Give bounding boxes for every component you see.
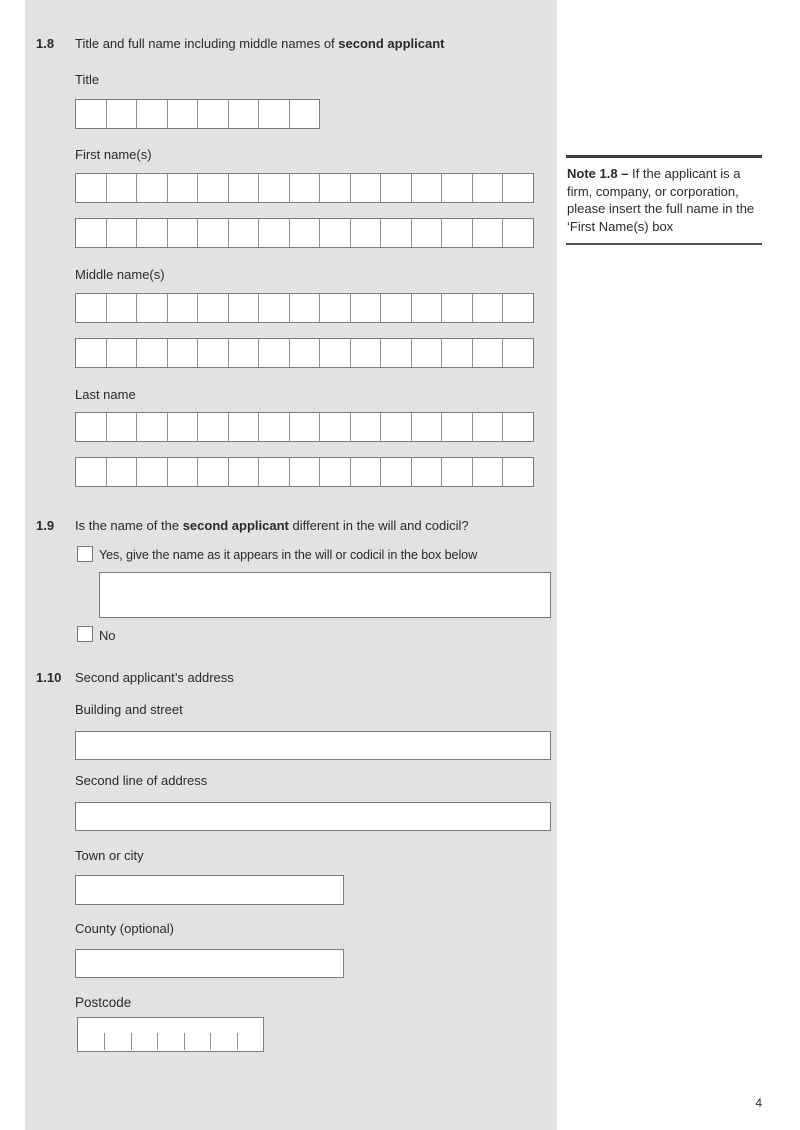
char-cell[interactable] bbox=[320, 294, 351, 322]
char-cell[interactable] bbox=[381, 174, 412, 202]
char-cell[interactable] bbox=[198, 219, 229, 247]
section-1-8-heading bbox=[36, 36, 444, 52]
char-cell[interactable] bbox=[290, 413, 321, 441]
title-label: Title bbox=[75, 72, 100, 87]
char-cell[interactable] bbox=[137, 458, 168, 486]
first-name-charboxes-row1 bbox=[75, 173, 534, 203]
section-heading-text: Is the name of the bbox=[75, 518, 183, 533]
first-name-label: First name(s) bbox=[75, 147, 152, 162]
char-cell[interactable] bbox=[137, 339, 168, 367]
char-cell[interactable] bbox=[104, 1018, 130, 1051]
char-cell[interactable] bbox=[229, 100, 260, 128]
section-heading-bold: second applicant bbox=[182, 518, 289, 533]
char-cell[interactable] bbox=[259, 174, 290, 202]
char-cell[interactable] bbox=[290, 219, 321, 247]
section-number: 1.10 bbox=[36, 670, 62, 685]
char-cell[interactable] bbox=[76, 219, 107, 247]
no-checkbox[interactable] bbox=[77, 626, 93, 642]
second-line-label: Second line of address bbox=[75, 773, 208, 788]
char-cell[interactable] bbox=[442, 458, 473, 486]
char-cell[interactable] bbox=[473, 339, 504, 367]
char-cell[interactable] bbox=[229, 339, 260, 367]
char-cell[interactable] bbox=[168, 174, 199, 202]
char-cell[interactable] bbox=[442, 174, 473, 202]
town-city-input[interactable] bbox=[75, 875, 344, 905]
town-city-label: Town or city bbox=[75, 848, 144, 863]
char-cell[interactable] bbox=[473, 219, 504, 247]
char-cell[interactable] bbox=[320, 174, 351, 202]
building-street-input[interactable] bbox=[75, 731, 551, 760]
section-number: 1.9 bbox=[36, 518, 55, 533]
char-cell[interactable] bbox=[107, 294, 138, 322]
char-cell[interactable] bbox=[237, 1018, 263, 1051]
char-cell[interactable] bbox=[184, 1018, 210, 1051]
char-cell[interactable] bbox=[107, 458, 138, 486]
char-cell[interactable] bbox=[168, 100, 199, 128]
char-cell[interactable] bbox=[229, 219, 260, 247]
char-cell[interactable] bbox=[290, 458, 321, 486]
middle-name-charboxes-row2 bbox=[75, 338, 534, 368]
last-name-charboxes-row2 bbox=[75, 457, 534, 487]
section-1-10-heading bbox=[36, 670, 234, 686]
char-cell[interactable] bbox=[198, 100, 229, 128]
char-cell[interactable] bbox=[78, 1018, 104, 1051]
char-cell[interactable] bbox=[503, 339, 533, 367]
char-cell[interactable] bbox=[351, 174, 382, 202]
char-cell[interactable] bbox=[351, 458, 382, 486]
note-1-8 bbox=[566, 155, 762, 245]
char-cell[interactable] bbox=[107, 100, 138, 128]
char-cell[interactable] bbox=[320, 339, 351, 367]
char-cell[interactable] bbox=[107, 174, 138, 202]
char-cell[interactable] bbox=[381, 458, 412, 486]
char-cell[interactable] bbox=[351, 339, 382, 367]
yes-checkbox[interactable] bbox=[77, 546, 93, 562]
char-cell[interactable] bbox=[503, 413, 533, 441]
first-name-charboxes-row2 bbox=[75, 218, 534, 248]
char-cell[interactable] bbox=[168, 219, 199, 247]
char-cell[interactable] bbox=[503, 219, 533, 247]
char-cell[interactable] bbox=[259, 458, 290, 486]
char-cell[interactable] bbox=[381, 413, 412, 441]
char-cell[interactable] bbox=[168, 458, 199, 486]
section-number: 1.8 bbox=[36, 36, 55, 51]
char-cell[interactable] bbox=[259, 339, 290, 367]
char-cell[interactable] bbox=[137, 100, 168, 128]
char-cell[interactable] bbox=[473, 174, 504, 202]
char-cell[interactable] bbox=[198, 174, 229, 202]
section-1-9-heading bbox=[36, 518, 469, 534]
char-cell[interactable] bbox=[137, 219, 168, 247]
char-cell[interactable] bbox=[259, 219, 290, 247]
last-name-charboxes-row1 bbox=[75, 412, 534, 442]
char-cell[interactable] bbox=[503, 294, 533, 322]
char-cell[interactable] bbox=[503, 174, 533, 202]
char-cell[interactable] bbox=[198, 339, 229, 367]
char-cell[interactable] bbox=[320, 219, 351, 247]
char-cell[interactable] bbox=[168, 294, 199, 322]
char-cell[interactable] bbox=[473, 294, 504, 322]
county-label: County (optional) bbox=[75, 921, 174, 936]
char-cell[interactable] bbox=[229, 413, 260, 441]
char-cell[interactable] bbox=[290, 100, 320, 128]
section-heading-bold: second applicant bbox=[338, 36, 445, 51]
char-cell[interactable] bbox=[76, 294, 107, 322]
char-cell[interactable] bbox=[442, 219, 473, 247]
section-heading-suffix: different in the will and codicil? bbox=[288, 518, 469, 533]
char-cell[interactable] bbox=[157, 1018, 183, 1051]
char-cell[interactable] bbox=[76, 100, 107, 128]
char-cell[interactable] bbox=[381, 339, 412, 367]
char-cell[interactable] bbox=[76, 458, 107, 486]
char-cell[interactable] bbox=[351, 413, 382, 441]
char-cell[interactable] bbox=[320, 413, 351, 441]
char-cell[interactable] bbox=[107, 339, 138, 367]
char-cell[interactable] bbox=[381, 294, 412, 322]
char-cell[interactable] bbox=[320, 458, 351, 486]
char-cell[interactable] bbox=[76, 174, 107, 202]
name-in-will-input[interactable] bbox=[99, 572, 551, 618]
char-cell[interactable] bbox=[412, 174, 443, 202]
char-cell[interactable] bbox=[168, 339, 199, 367]
char-cell[interactable] bbox=[131, 1018, 157, 1051]
char-cell[interactable] bbox=[229, 294, 260, 322]
char-cell[interactable] bbox=[412, 219, 443, 247]
second-line-input[interactable] bbox=[75, 802, 551, 831]
char-cell[interactable] bbox=[412, 294, 443, 322]
char-cell[interactable] bbox=[412, 339, 443, 367]
char-cell[interactable] bbox=[442, 294, 473, 322]
postcode-label: Postcode bbox=[75, 995, 132, 1010]
char-cell[interactable] bbox=[259, 294, 290, 322]
char-cell[interactable] bbox=[137, 174, 168, 202]
char-cell[interactable] bbox=[107, 413, 138, 441]
building-street-label: Building and street bbox=[75, 702, 183, 717]
char-cell[interactable] bbox=[229, 458, 260, 486]
char-cell[interactable] bbox=[290, 294, 321, 322]
char-cell[interactable] bbox=[168, 413, 199, 441]
char-cell[interactable] bbox=[442, 413, 473, 441]
char-cell[interactable] bbox=[290, 174, 321, 202]
char-cell[interactable] bbox=[412, 413, 443, 441]
char-cell[interactable] bbox=[259, 100, 290, 128]
char-cell[interactable] bbox=[210, 1018, 236, 1051]
note-body: If the applicant is a firm, company, or corporation, please insert the full name in the ‘First Name(s) box bbox=[567, 166, 755, 234]
char-cell[interactable] bbox=[412, 458, 443, 486]
char-cell[interactable] bbox=[198, 413, 229, 441]
middle-name-label: Middle name(s) bbox=[75, 267, 165, 282]
char-cell[interactable] bbox=[198, 458, 229, 486]
postcode-charboxes bbox=[77, 1017, 264, 1052]
char-cell[interactable] bbox=[107, 219, 138, 247]
char-cell[interactable] bbox=[76, 339, 107, 367]
char-cell[interactable] bbox=[473, 458, 504, 486]
char-cell[interactable] bbox=[351, 294, 382, 322]
char-cell[interactable] bbox=[198, 294, 229, 322]
county-input[interactable] bbox=[75, 949, 344, 978]
char-cell[interactable] bbox=[473, 413, 504, 441]
middle-name-charboxes-row1 bbox=[75, 293, 534, 323]
char-cell[interactable] bbox=[229, 174, 260, 202]
char-cell[interactable] bbox=[259, 413, 290, 441]
section-heading-text: Title and full name including middle names of bbox=[75, 36, 339, 51]
char-cell[interactable] bbox=[76, 413, 107, 441]
char-cell[interactable] bbox=[351, 219, 382, 247]
char-cell[interactable] bbox=[137, 413, 168, 441]
char-cell[interactable] bbox=[442, 339, 473, 367]
char-cell[interactable] bbox=[381, 219, 412, 247]
title-charboxes bbox=[75, 99, 320, 129]
page-number: 4 bbox=[755, 1096, 762, 1110]
section-heading-text: Second applicant’s address bbox=[75, 670, 234, 685]
char-cell[interactable] bbox=[290, 339, 321, 367]
yes-checkbox-label: Yes, give the name as it appears in the will or codicil in the box below bbox=[99, 548, 478, 562]
note-title: Note 1.8 – bbox=[567, 166, 629, 181]
char-cell[interactable] bbox=[137, 294, 168, 322]
no-checkbox-label: No bbox=[99, 628, 116, 643]
last-name-label: Last name bbox=[75, 387, 136, 402]
char-cell[interactable] bbox=[503, 458, 533, 486]
